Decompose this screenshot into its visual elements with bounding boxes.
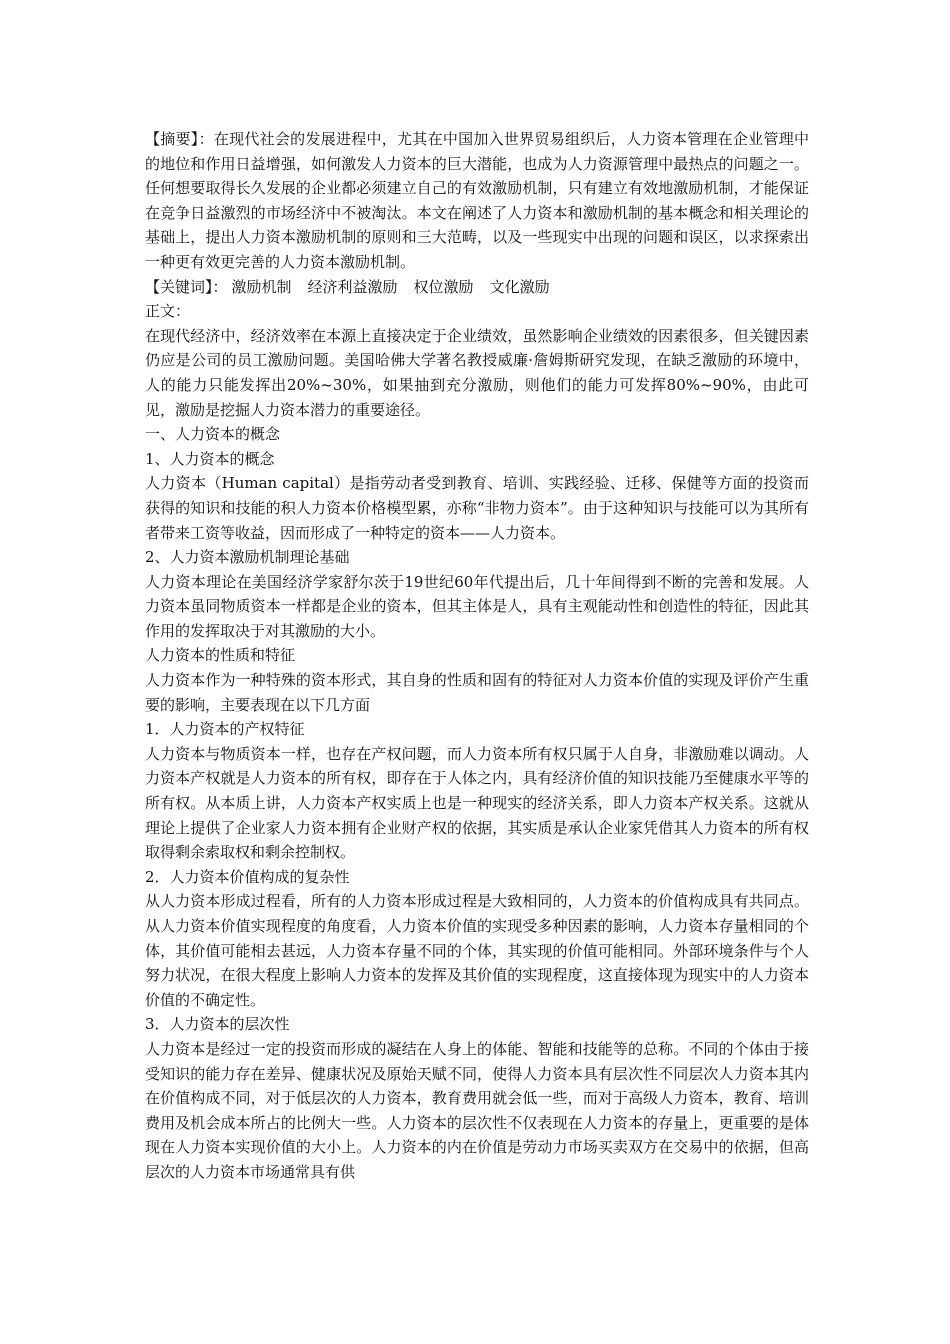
abstract-label: 【摘要】：: [145, 130, 214, 148]
keywords-line: [145, 275, 809, 300]
keywords-label: 【关键词】：: [145, 277, 228, 296]
keyword-item: 权位激励: [413, 277, 474, 296]
intro-paragraph: 在现代经济中，经济效率在本源上直接决定于企业绩效，虽然影响企业绩效的因素很多，但关键因素仍应是公司的员工激励问题。美国哈佛大学著名教授威廉·詹姆斯研究发现，在缺乏激励的环境中，人的能力只能发挥出20%~30%，如果抽到充分激励，则他们的能力可发挥80%~90%，由此可见，激励是挖掘人力资本潜力的重要途径。: [145, 326, 809, 419]
document-page: [145, 127, 809, 1185]
section-heading: 一、人力资本的概念: [145, 425, 281, 444]
abstract-paragraph: [145, 127, 809, 275]
subsection-heading: 人力资本的性质和特征: [145, 646, 296, 665]
point-heading: 2．人力资本价值构成的复杂性: [145, 867, 350, 886]
body-label: 正文：: [145, 302, 191, 321]
body-paragraph: 从人力资本形成过程看，所有的人力资本形成过程是大致相同的，人力资本的价值构成具有共同点。从人力资本价值实现程度的角度看，人力资本价值的实现受多种因素的影响，人力资本存量相同的个体，其价值可能相去甚远，人力资本存量不同的个体，其实现的价值可能相同。外部环境条件与个人努力状况，在很大程度上影响人力资本的发挥及其价值的实现程度，这直接体现为现实中的人力资本价值的不确定性。: [145, 892, 809, 1009]
abstract-text: 在现代社会的发展进程中，尤其在中国加入世界贸易组织后，人力资本管理在企业管理中的地位和作用日益增强，如何激发人力资本的巨大潜能，也成为人力资源管理中最热点的问题之一。任何想要取得长久发展的企业都必须建立自己的有效激励机制，只有建立有效地激励机制，才能保证在竞争日益激烈的市场经济中不被淘汰。本文在阐述了人力资本和激励机制的基本概念和相关理论的基础上，提出人力资本激励机制的原则和三大范畴，以及一些现实中出现的问题和误区，以求探索出一种更有效更完善的人力资本激励机制。: [145, 130, 809, 271]
subsection-heading: 2、人力资本激励机制理论基础: [145, 548, 350, 567]
keyword-item: 文化激励: [489, 277, 550, 296]
body-paragraph: 人力资本与物质资本一样，也存在产权问题，而人力资本所有权只属于人自身，非激励难以调动。人力资本产权就是人力资本的所有权，即存在于人体之内，具有经济价值的知识技能乃至健康水平等的所有权。从本质上讲，人力资本产权实质上也是一种现实的经济关系，即人力资本产权关系。这就从理论上提供了企业家人力资本拥有企业财产权的依据，其实质是承认企业家凭借其人力资本的所有权取得剩余索取权和剩余控制权。: [145, 744, 809, 862]
subsection-heading: 1、人力资本的概念: [145, 449, 275, 468]
body-paragraph: 人力资本作为一种特殊的资本形式，其自身的性质和固有的特征对人力资本价值的实现及评价产生重要的影响，主要表现在以下几方面: [145, 671, 809, 714]
body-paragraph: 人力资本（Human capital）是指劳动者受到教育、培训、实践经验、迁移、保健等方面的投资而获得的知识和技能的积人力资本价格模型累，亦称“非物力资本”。由于这种知识与技能可以为其所有者带来工资等收益，因而形成了一种特定的资本——人力资本。: [145, 474, 809, 542]
body-paragraph: 人力资本是经过一定的投资而形成的凝结在人身上的体能、智能和技能等的总称。不同的个体由于接受知识的能力存在差异、健康状况及原始天赋不同，使得人力资本具有层次性不同层次人力资本其内在价值构成不同，对于低层次的人力资本，教育费用就会低一些，而对于高级人力资本，教育、培训费用及机会成本所占的比例大一些。人力资本的层次性不仅表现在人力资本的存量上，更重要的是体现在人力资本实现价值的大小上。人力资本的内在价值是劳动力市场买卖双方在交易中的依据，但高层次的人力资本市场通常具有供: [145, 1039, 809, 1181]
point-heading: 3．人力资本的层次性: [145, 1015, 290, 1034]
body-paragraph: 人力资本理论在美国经济学家舒尔茨于19世纪60年代提出后，几十年间得到不断的完善和发展。人力资本虽同物质资本一样都是企业的资本，但其主体是人，具有主观能动性和创造性的特征，因此其作用的发挥取决于对其激励的大小。: [145, 572, 809, 640]
keyword-item: 经济利益激励: [307, 277, 398, 296]
keyword-item: 激励机制: [231, 277, 292, 296]
point-heading: 1．人力资本的产权特征: [145, 720, 305, 739]
